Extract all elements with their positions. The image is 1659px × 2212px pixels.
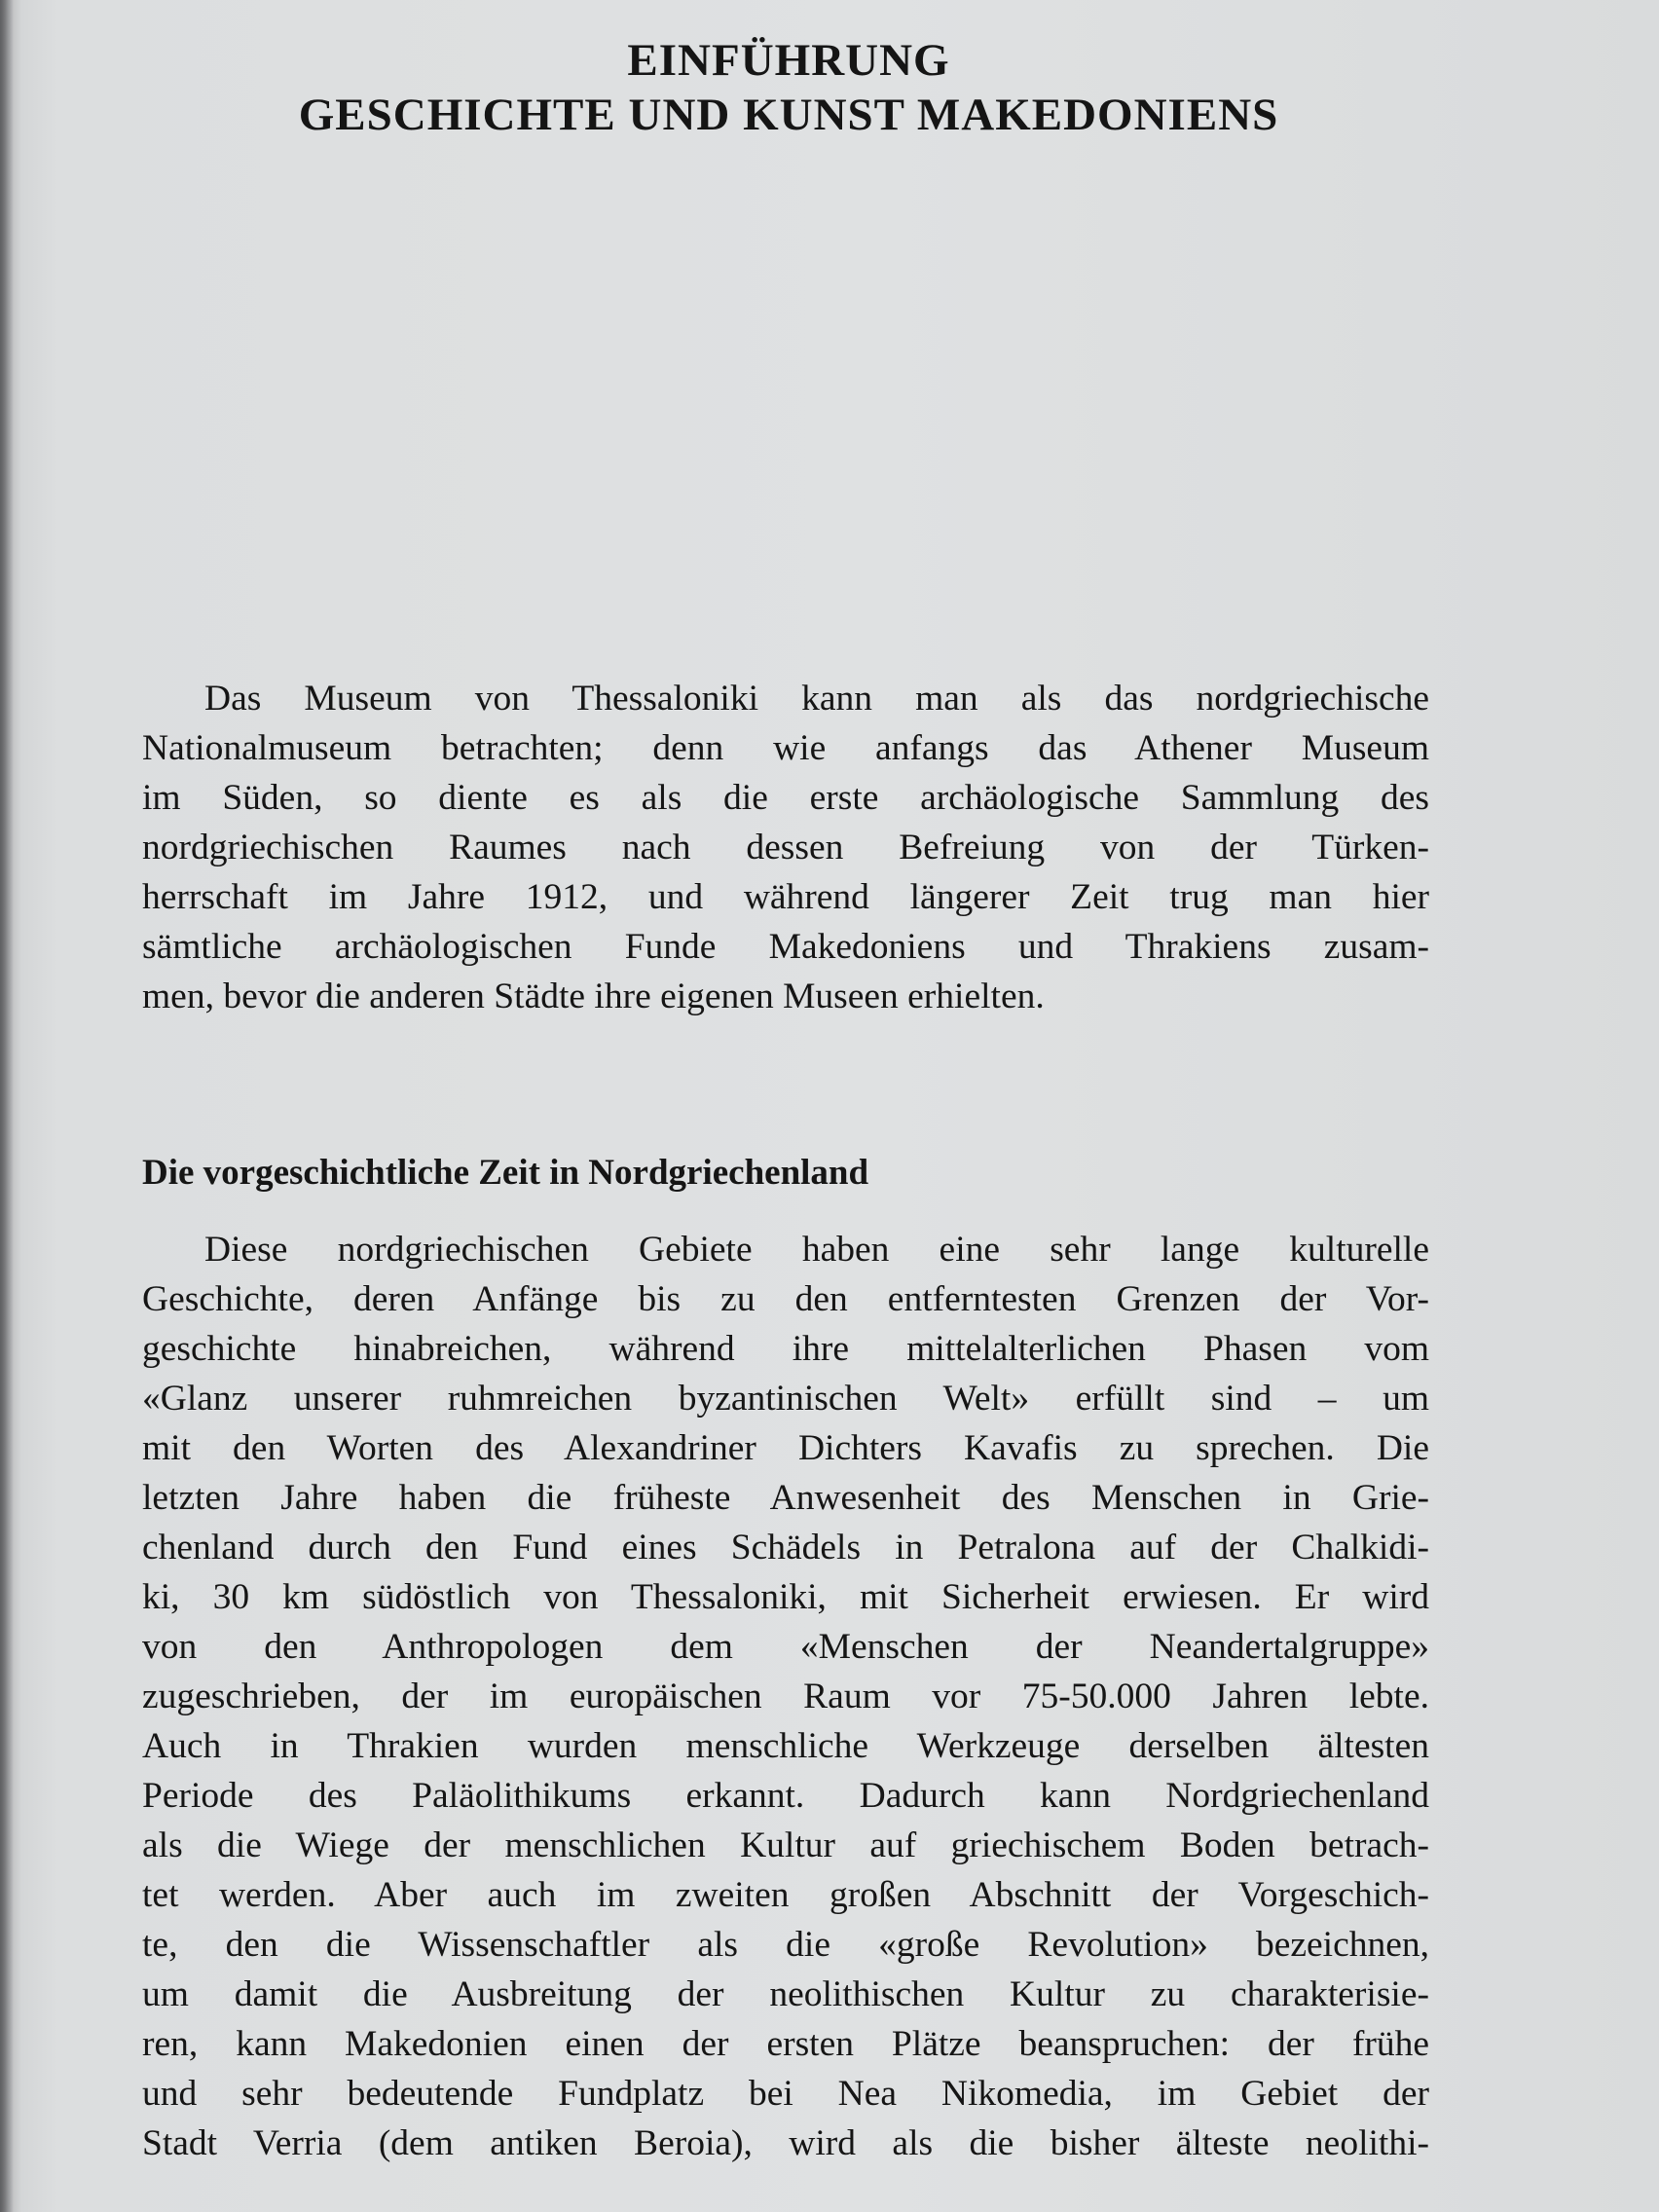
section-line: te, den die Wissenschaftler als die «große Revolution» bezeichnen, xyxy=(142,1925,1429,1965)
section-paragraph xyxy=(142,1225,1429,2168)
section-line: von den Anthropologen dem «Menschen der Neandertalgruppe» xyxy=(142,1627,1429,1667)
section-line: als die Wiege der menschlichen Kultur auf griechischem Boden betrach- xyxy=(142,1825,1429,1865)
section-line: zugeschrieben, der im europäischen Raum vor 75-50.000 Jahren lebte. xyxy=(142,1677,1429,1716)
intro-line: Das Museum von Thessaloniki kann man als das nordgriechische xyxy=(204,679,1429,719)
section-line: geschichte hinabreichen, während ihre mittelalterlichen Phasen vom xyxy=(142,1329,1429,1369)
section-line: Stadt Verria (dem antiken Beroia), wird als die bisher älteste neolithi- xyxy=(142,2123,1429,2163)
section-line: Geschichte, deren Anfänge bis zu den entferntesten Grenzen der Vor- xyxy=(142,1279,1429,1319)
intro-paragraph xyxy=(142,674,1429,1021)
title-line-2: GESCHICHTE UND KUNST MAKEDONIENS xyxy=(298,90,1279,140)
intro-line: sämtliche archäologischen Funde Makedoniens und Thrakiens zusam- xyxy=(142,927,1429,967)
section-line: tet werden. Aber auch im zweiten großen Abschnitt der Vorgeschich- xyxy=(142,1875,1429,1915)
page-title xyxy=(146,33,1431,142)
section-line: um damit die Ausbreitung der neolithischen Kultur zu charakterisie- xyxy=(142,1974,1429,2014)
intro-line: men, bevor die anderen Städte ihre eigenen Museen erhielten. xyxy=(142,977,1045,1016)
section-line: mit den Worten des Alexandriner Dichters Kavafis zu sprechen. Die xyxy=(142,1428,1429,1468)
title-line-1: EINFÜHRUNG xyxy=(627,35,950,86)
section-line: ki, 30 km südöstlich von Thessaloniki, mit Sicherheit erwiesen. Er wird xyxy=(142,1577,1429,1617)
section-line: «Glanz unserer ruhmreichen byzantinischen Welt» erfüllt sind – um xyxy=(142,1379,1429,1419)
section-line: Diese nordgriechischen Gebiete haben eine sehr lange kulturelle xyxy=(204,1230,1429,1270)
section-line: und sehr bedeutende Fundplatz bei Nea Nikomedia, im Gebiet der xyxy=(142,2074,1429,2114)
intro-line: herrschaft im Jahre 1912, und während längerer Zeit trug man hier xyxy=(142,877,1429,917)
section-line: Periode des Paläolithikums erkannt. Dadurch kann Nordgriechenland xyxy=(142,1776,1429,1816)
section-line: chenland durch den Fund eines Schädels in Petralona auf der Chalkidi- xyxy=(142,1528,1429,1567)
book-spine-shadow xyxy=(0,0,14,2212)
section-line: letzten Jahre haben die früheste Anwesenheit des Menschen in Grie- xyxy=(142,1478,1429,1518)
intro-line: Nationalmuseum betrachten; denn wie anfangs das Athener Museum xyxy=(142,728,1429,768)
section-line: Auch in Thrakien wurden menschliche Werkzeuge derselben ältesten xyxy=(142,1726,1429,1766)
intro-line: nordgriechischen Raumes nach dessen Befreiung von der Türken- xyxy=(142,828,1429,867)
section-line: ren, kann Makedonien einen der ersten Plätze beanspruchen: der frühe xyxy=(142,2024,1429,2064)
section-heading: Die vorgeschichtliche Zeit in Nordgriechenland xyxy=(142,1153,869,1193)
intro-line: im Süden, so diente es als die erste archäologische Sammlung des xyxy=(142,778,1429,818)
